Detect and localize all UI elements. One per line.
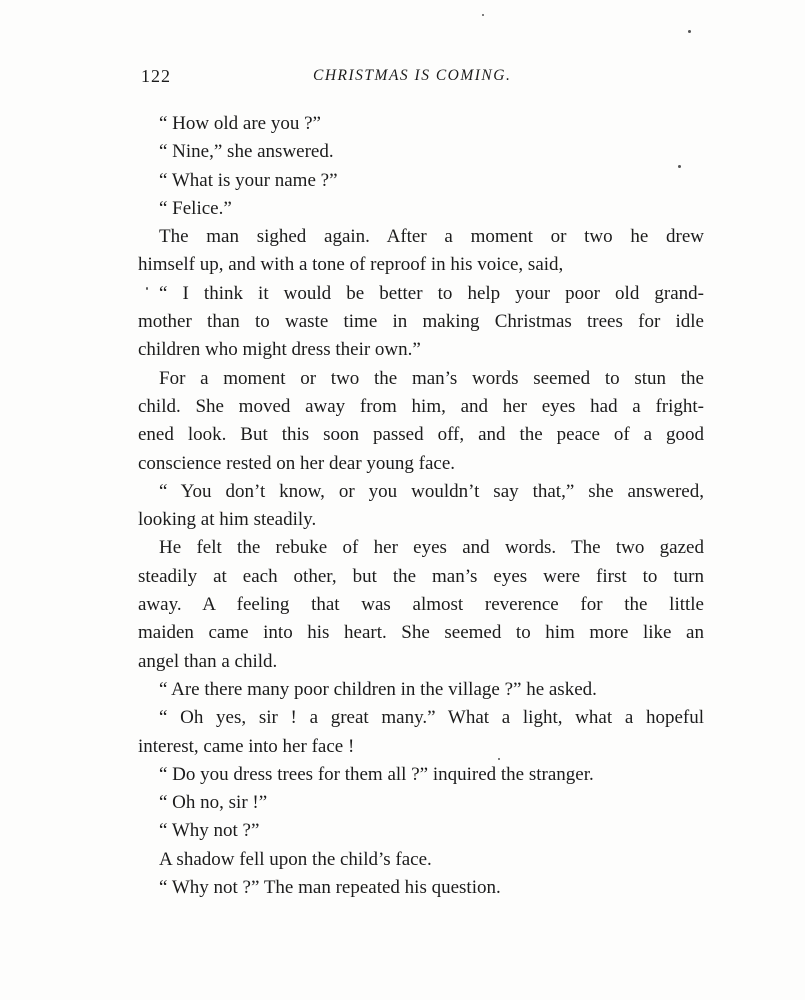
scan-speck <box>688 30 691 33</box>
text-line: “ Are there many poor children in the village ?” he asked. <box>159 678 597 700</box>
text-line: looking at him steadily. <box>138 509 317 531</box>
scan-speck <box>498 758 500 760</box>
scan-speck <box>146 287 148 290</box>
running-title: CHRISTMAS IS COMING. <box>313 67 512 84</box>
text-line: “ Nine,” she answered. <box>159 141 334 163</box>
text-line: “ Oh no, sir !” <box>159 792 268 814</box>
text-line: A shadow fell upon the child’s face. <box>159 848 432 870</box>
text-line: “ What is your name ?” <box>159 169 338 191</box>
text-line: “ Oh yes, sir ! a great many.” What a light, what a hopeful <box>159 707 704 729</box>
page-number: 122 <box>141 66 171 86</box>
text-line: angel than a child. <box>138 650 278 672</box>
text-line: He felt the rebuke of her eyes and words. The two gazed <box>159 537 704 559</box>
text-line: himself up, and with a tone of reproof in his voice, said, <box>138 254 564 276</box>
body-text <box>138 110 704 902</box>
scan-speck <box>678 165 681 168</box>
text-line: “ Why not ?” The man repeated his question. <box>159 877 501 899</box>
text-line: “ Why not ?” <box>159 820 260 842</box>
running-head <box>141 66 703 90</box>
text-line: “ How old are you ?” <box>159 113 321 134</box>
text-line: “ You don’t know, or you wouldn’t say that,” she answered, <box>159 480 704 502</box>
text-line: The man sighed again. After a moment or two he drew <box>159 226 704 248</box>
text-line: child. She moved away from him, and her eyes had a fright- <box>138 395 704 417</box>
text-line: “ Do you dress trees for them all ?” inquired the stranger. <box>159 763 594 785</box>
text-line: For a moment or two the man’s words seemed to stun the <box>159 367 704 389</box>
text-line: ened look. But this soon passed off, and the peace of a good <box>138 424 704 446</box>
text-line: steadily at each other, but the man’s eyes were first to turn <box>138 565 704 587</box>
text-line: interest, came into her face ! <box>138 735 355 757</box>
text-line: maiden came into his heart. She seemed to him more like an <box>138 622 704 644</box>
text-line: conscience rested on her dear young face. <box>138 452 456 474</box>
text-line: “ I think it would be better to help your poor old grand- <box>159 282 704 304</box>
scan-speck <box>482 14 484 16</box>
text-line: away. A feeling that was almost reverence for the little <box>138 594 704 616</box>
text-line: mother than to waste time in making Christmas trees for idle <box>138 311 704 333</box>
text-line: children who might dress their own.” <box>138 339 421 361</box>
text-line: “ Felice.” <box>159 197 232 219</box>
